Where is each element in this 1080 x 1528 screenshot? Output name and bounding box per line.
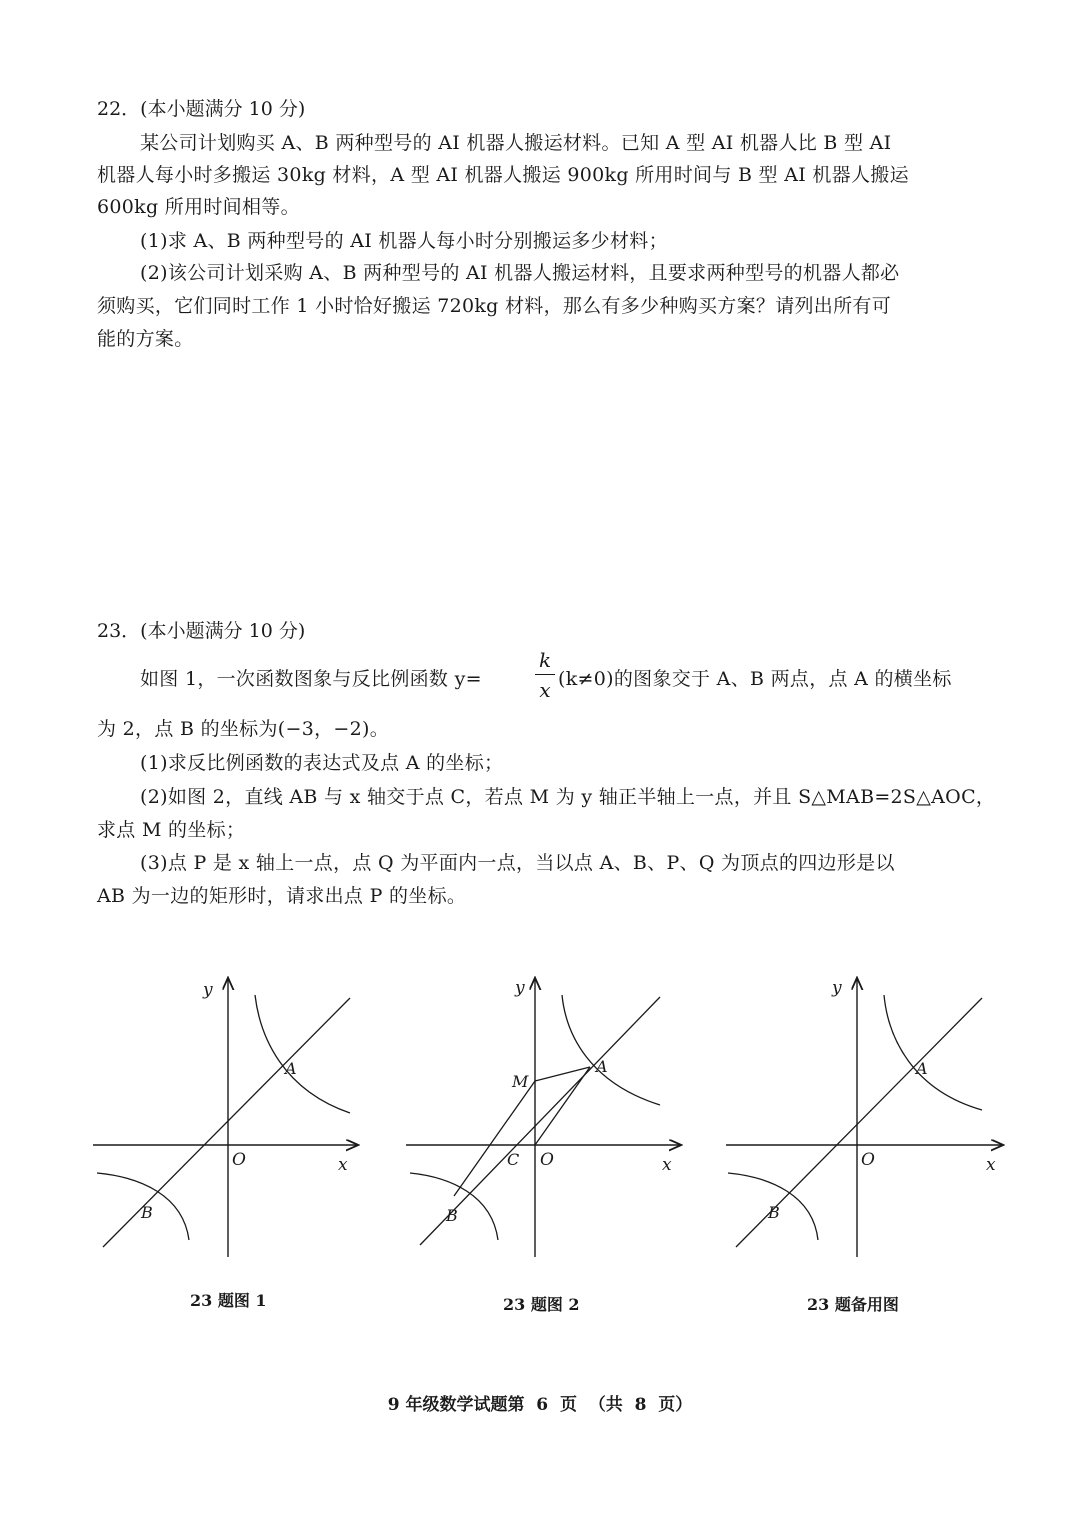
- question-23-heading: 23．(本小题满分 10 分): [97, 620, 306, 642]
- caption-figure-1: 23 题图 1: [190, 1291, 267, 1310]
- question-22-line: 须购买，它们同时工作 1 小时恰好搬运 720kg 材料，那么有多少种购买方案？请列出所有可: [97, 295, 891, 317]
- axis-x-label: x: [338, 1155, 348, 1175]
- caption-figure-backup: 23 题备用图: [807, 1295, 899, 1314]
- axis-y-label: y: [515, 978, 525, 998]
- fraction-denominator: x: [539, 678, 551, 702]
- point-b-label: B: [768, 1203, 780, 1222]
- point-a-label: A: [916, 1059, 928, 1078]
- figure-2: [400, 965, 690, 1265]
- question-22-part-1: (1)求 A、B 两种型号的 AI 机器人每小时分别搬运多少材料；: [140, 230, 668, 252]
- axis-y-label: y: [203, 980, 213, 1000]
- question-23-part-1: (1)求反比例函数的表达式及点 A 的坐标；: [140, 752, 504, 774]
- figure-1: [85, 965, 375, 1265]
- question-22-line: 能的方案。: [97, 328, 194, 350]
- axis-y-label: y: [832, 978, 842, 998]
- point-m-label: M: [512, 1072, 529, 1091]
- question-23-line: AB 为一边的矩形时，请求出点 P 的坐标。: [97, 885, 467, 907]
- question-22-line: 600kg 所用时间相等。: [97, 196, 300, 218]
- point-c-label: C: [507, 1150, 520, 1169]
- origin-label: O: [540, 1150, 554, 1170]
- question-22-part-2: (2)该公司计划采购 A、B 两种型号的 AI 机器人搬运材料，且要求两种型号的机器人都必: [140, 262, 900, 284]
- point-b-label: B: [446, 1206, 458, 1225]
- question-23-part-3: (3)点 P 是 x 轴上一点，点 Q 为平面内一点，当以点 A、B、P、Q 为顶点的四边形是以: [140, 852, 895, 874]
- question-23-part-2: (2)如图 2，直线 AB 与 x 轴交于点 C，若点 M 为 y 轴正半轴上一点，并且 S△MAB=2S△AOC，: [140, 786, 996, 808]
- question-23-line: 为 2，点 B 的坐标为(−3，−2)。: [97, 718, 390, 740]
- question-22-line: 某公司计划购买 A、B 两种型号的 AI 机器人搬运材料。已知 A 型 AI 机器人比 B 型 AI: [140, 132, 892, 154]
- question-23-line: 求点 M 的坐标；: [97, 819, 246, 841]
- caption-figure-2: 23 题图 2: [503, 1295, 580, 1314]
- page-footer: 9 年级数学试题第 6 页 （共 8 页）: [387, 1395, 693, 1415]
- point-a-label: A: [285, 1059, 297, 1078]
- question-22-heading: 22．(本小题满分 10 分): [97, 98, 306, 120]
- origin-label: O: [861, 1150, 875, 1170]
- axis-x-label: x: [986, 1155, 996, 1175]
- fraction-bar: [535, 674, 555, 675]
- point-b-label: B: [141, 1203, 153, 1222]
- question-23-intro: 如图 1，一次函数图象与反比例函数 y=: [140, 668, 482, 690]
- fraction-numerator: k: [538, 648, 552, 672]
- figure-backup: [720, 965, 1020, 1265]
- question-23-intro-rest: (k≠0)的图象交于 A、B 两点，点 A 的横坐标: [558, 668, 952, 690]
- origin-label: O: [232, 1150, 246, 1170]
- point-a-label: A: [596, 1057, 608, 1076]
- axis-x-label: x: [662, 1155, 672, 1175]
- question-22-line: 机器人每小时多搬运 30kg 材料，A 型 AI 机器人搬运 900kg 所用时间与 B 型 AI 机器人搬运: [97, 164, 909, 186]
